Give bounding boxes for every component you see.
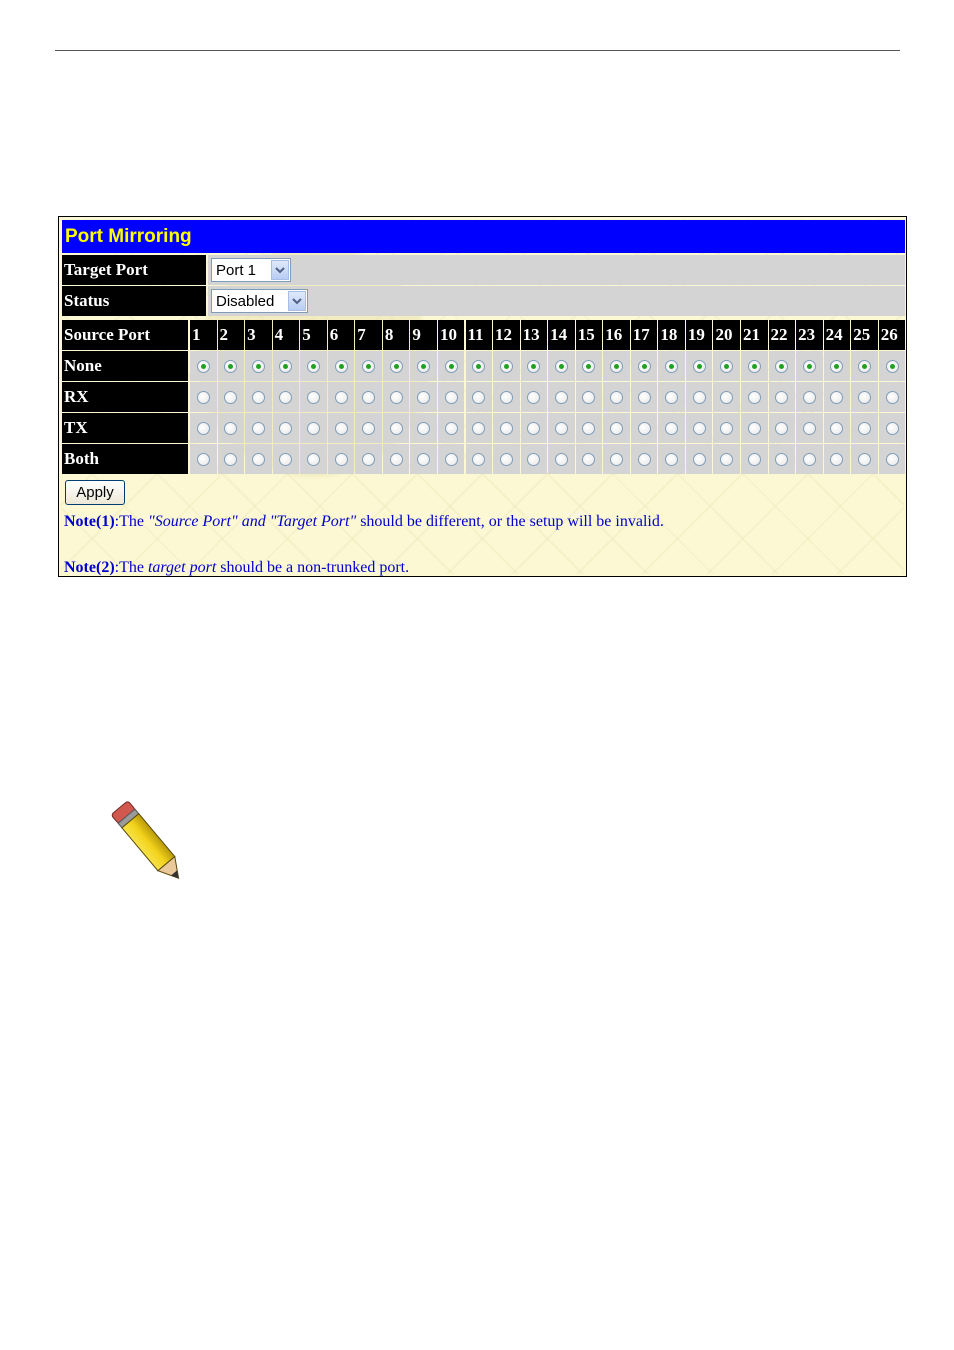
radio-cell (686, 351, 713, 381)
radio-cell (631, 351, 658, 381)
radio-cell (521, 382, 548, 412)
radio-none-port-10[interactable] (445, 360, 458, 373)
radio-cell (245, 444, 272, 474)
pencil-icon (108, 793, 190, 893)
radio-tx-port-20[interactable] (720, 422, 733, 435)
radio-rx-port-13[interactable] (527, 391, 540, 404)
radio-none-port-18[interactable] (665, 360, 678, 373)
radio-tx-port-5[interactable] (307, 422, 320, 435)
radio-cell (245, 382, 272, 412)
radio-rx-port-21[interactable] (748, 391, 761, 404)
status-label: Status (62, 286, 206, 316)
radio-rx-port-25[interactable] (858, 391, 871, 404)
radio-cell (824, 444, 851, 474)
radio-cell (273, 351, 300, 381)
radio-none-port-23[interactable] (803, 360, 816, 373)
radio-none-port-21[interactable] (748, 360, 761, 373)
radio-both-port-15[interactable] (582, 453, 595, 466)
radio-cell (851, 351, 878, 381)
radio-cell (410, 444, 437, 474)
radio-cell (328, 382, 355, 412)
radio-cell (245, 413, 272, 443)
status-row (208, 286, 905, 316)
radio-cell (631, 382, 658, 412)
port-header-2: 2 (218, 320, 245, 350)
radio-cell (824, 351, 851, 381)
port-header-25: 25 (851, 320, 878, 350)
radio-cell (300, 351, 327, 381)
radio-none-port-3[interactable] (252, 360, 265, 373)
radio-cell (190, 413, 217, 443)
radio-tx-port-23[interactable] (803, 422, 816, 435)
radio-both-port-2[interactable] (224, 453, 237, 466)
radio-cell (521, 444, 548, 474)
radio-cell (190, 351, 217, 381)
radio-tx-port-8[interactable] (390, 422, 403, 435)
radio-cell (824, 382, 851, 412)
apply-button[interactable]: Apply (65, 480, 125, 505)
note-2-text-a: :The (114, 559, 148, 576)
radio-cell (355, 413, 382, 443)
radio-rx-port-20[interactable] (720, 391, 733, 404)
note-1-text-a: :The (114, 513, 148, 530)
radio-tx-port-9[interactable] (417, 422, 430, 435)
radio-cell (521, 351, 548, 381)
radio-both-port-9[interactable] (417, 453, 430, 466)
radio-tx-port-15[interactable] (582, 422, 595, 435)
radio-tx-port-11[interactable] (472, 422, 485, 435)
radio-cell (466, 351, 493, 381)
radio-cell (273, 413, 300, 443)
radio-cell (713, 413, 740, 443)
radio-tx-port-19[interactable] (693, 422, 706, 435)
radio-both-port-16[interactable] (610, 453, 623, 466)
target-port-select[interactable] (211, 258, 291, 282)
radio-tx-port-1[interactable] (197, 422, 210, 435)
radio-tx-port-4[interactable] (279, 422, 292, 435)
port-header-7: 7 (355, 320, 382, 350)
radio-tx-port-2[interactable] (224, 422, 237, 435)
radio-cell (658, 382, 685, 412)
radio-rx-port-9[interactable] (417, 391, 430, 404)
radio-none-port-8[interactable] (390, 360, 403, 373)
radio-both-port-11[interactable] (472, 453, 485, 466)
radio-rx-port-4[interactable] (279, 391, 292, 404)
radio-cell (273, 444, 300, 474)
radio-both-port-7[interactable] (362, 453, 375, 466)
status-select[interactable] (211, 289, 308, 313)
radio-rx-port-6[interactable] (335, 391, 348, 404)
radio-cell (328, 413, 355, 443)
port-header-14: 14 (548, 320, 575, 350)
radio-cell (410, 382, 437, 412)
radio-cell (190, 444, 217, 474)
radio-cell (438, 413, 465, 443)
radio-cell (796, 413, 823, 443)
chevron-down-icon[interactable] (271, 260, 289, 280)
radio-none-port-22[interactable] (775, 360, 788, 373)
radio-rx-port-24[interactable] (830, 391, 843, 404)
radio-none-port-15[interactable] (582, 360, 595, 373)
port-header-20: 20 (713, 320, 740, 350)
port-header-19: 19 (686, 320, 713, 350)
radio-cell (576, 444, 603, 474)
note-2-prefix: Note(2) (64, 559, 115, 576)
radio-none-port-4[interactable] (279, 360, 292, 373)
radio-cell (521, 413, 548, 443)
radio-cell (603, 413, 630, 443)
radio-cell (190, 382, 217, 412)
radio-cell (658, 351, 685, 381)
radio-cell (438, 382, 465, 412)
note-1-text-b: "Source Port" and "Target Port" (147, 513, 357, 530)
radio-none-port-5[interactable] (307, 360, 320, 373)
radio-cell (741, 413, 768, 443)
radio-none-port-17[interactable] (638, 360, 651, 373)
radio-none-port-19[interactable] (693, 360, 706, 373)
status-value: Disabled (216, 292, 275, 310)
target-port-value: Port 1 (216, 261, 257, 279)
chevron-down-icon[interactable] (288, 291, 306, 311)
radio-cell (741, 382, 768, 412)
radio-cell (438, 351, 465, 381)
radio-both-port-18[interactable] (665, 453, 678, 466)
radio-cell (851, 444, 878, 474)
radio-cell (218, 351, 245, 381)
radio-none-port-14[interactable] (555, 360, 568, 373)
radio-both-port-12[interactable] (500, 453, 513, 466)
radio-cell (548, 444, 575, 474)
radio-tx-port-10[interactable] (445, 422, 458, 435)
radio-tx-port-25[interactable] (858, 422, 871, 435)
radio-cell (466, 444, 493, 474)
radio-rx-port-11[interactable] (472, 391, 485, 404)
radio-both-port-24[interactable] (830, 453, 843, 466)
radio-rx-port-14[interactable] (555, 391, 568, 404)
radio-cell (218, 413, 245, 443)
note-1 (64, 513, 664, 531)
radio-tx-port-6[interactable] (335, 422, 348, 435)
radio-cell (796, 444, 823, 474)
radio-cell (879, 444, 906, 474)
radio-cell (328, 351, 355, 381)
radio-rx-port-17[interactable] (638, 391, 651, 404)
radio-tx-port-22[interactable] (775, 422, 788, 435)
radio-none-port-16[interactable] (610, 360, 623, 373)
radio-rx-port-3[interactable] (252, 391, 265, 404)
radio-both-port-10[interactable] (445, 453, 458, 466)
radio-cell (383, 382, 410, 412)
radio-rx-port-12[interactable] (500, 391, 513, 404)
radio-rx-port-19[interactable] (693, 391, 706, 404)
radio-cell (466, 413, 493, 443)
radio-cell (548, 413, 575, 443)
radio-cell (383, 444, 410, 474)
radio-both-port-13[interactable] (527, 453, 540, 466)
radio-cell (576, 351, 603, 381)
radio-both-port-17[interactable] (638, 453, 651, 466)
radio-none-port-9[interactable] (417, 360, 430, 373)
radio-rx-port-10[interactable] (445, 391, 458, 404)
radio-cell (851, 382, 878, 412)
port-header-22: 22 (769, 320, 796, 350)
port-header-23: 23 (796, 320, 823, 350)
source-port-label: Source Port (62, 320, 188, 350)
radio-tx-port-26[interactable] (886, 422, 899, 435)
radio-cell (355, 444, 382, 474)
radio-cell (824, 413, 851, 443)
radio-none-port-7[interactable] (362, 360, 375, 373)
note-2-text-b: target port (147, 559, 217, 576)
radio-cell (493, 444, 520, 474)
radio-cell (300, 444, 327, 474)
radio-cell (686, 382, 713, 412)
note-2 (64, 559, 409, 577)
radio-cell (410, 351, 437, 381)
radio-tx-port-3[interactable] (252, 422, 265, 435)
radio-rx-port-16[interactable] (610, 391, 623, 404)
radio-cell (355, 351, 382, 381)
radio-tx-port-14[interactable] (555, 422, 568, 435)
radio-both-port-4[interactable] (279, 453, 292, 466)
radio-both-port-14[interactable] (555, 453, 568, 466)
radio-cell (383, 351, 410, 381)
radio-rx-port-1[interactable] (197, 391, 210, 404)
note-1-text-c: should be different, or the setup will be invalid. (356, 513, 664, 530)
port-header-15: 15 (576, 320, 603, 350)
radio-rx-port-22[interactable] (775, 391, 788, 404)
port-header-17: 17 (631, 320, 658, 350)
radio-tx-port-18[interactable] (665, 422, 678, 435)
radio-rx-port-8[interactable] (390, 391, 403, 404)
radio-cell (713, 444, 740, 474)
radio-both-port-8[interactable] (390, 453, 403, 466)
radio-cell (466, 382, 493, 412)
radio-both-port-26[interactable] (886, 453, 899, 466)
radio-cell (769, 382, 796, 412)
target-port-row (208, 255, 905, 285)
radio-none-port-24[interactable] (830, 360, 843, 373)
radio-rx-port-26[interactable] (886, 391, 899, 404)
target-port-label: Target Port (62, 255, 206, 285)
radio-cell (713, 382, 740, 412)
radio-both-port-6[interactable] (335, 453, 348, 466)
radio-cell (713, 351, 740, 381)
port-header-24: 24 (824, 320, 851, 350)
port-header-9: 9 (410, 320, 437, 350)
radio-tx-port-24[interactable] (830, 422, 843, 435)
radio-both-port-3[interactable] (252, 453, 265, 466)
radio-rx-port-7[interactable] (362, 391, 375, 404)
radio-cell (383, 413, 410, 443)
radio-cell (686, 413, 713, 443)
radio-cell (493, 413, 520, 443)
radio-cell (879, 413, 906, 443)
radio-cell (741, 444, 768, 474)
radio-cell (576, 413, 603, 443)
port-header-5: 5 (300, 320, 327, 350)
port-header-21: 21 (741, 320, 768, 350)
radio-none-port-6[interactable] (335, 360, 348, 373)
radio-cell (273, 382, 300, 412)
port-header-10: 10 (438, 320, 465, 350)
radio-cell (548, 351, 575, 381)
radio-none-port-12[interactable] (500, 360, 513, 373)
radio-tx-port-16[interactable] (610, 422, 623, 435)
radio-none-port-11[interactable] (472, 360, 485, 373)
row-label-both: Both (62, 444, 188, 474)
radio-cell (493, 351, 520, 381)
radio-cell (769, 413, 796, 443)
radio-cell (879, 382, 906, 412)
radio-cell (438, 444, 465, 474)
radio-tx-port-13[interactable] (527, 422, 540, 435)
radio-cell (300, 413, 327, 443)
radio-cell (410, 413, 437, 443)
radio-cell (769, 351, 796, 381)
row-label-tx: TX (62, 413, 188, 443)
radio-cell (548, 382, 575, 412)
radio-none-port-26[interactable] (886, 360, 899, 373)
row-label-none: None (62, 351, 188, 381)
radio-both-port-22[interactable] (775, 453, 788, 466)
radio-both-port-25[interactable] (858, 453, 871, 466)
radio-rx-port-23[interactable] (803, 391, 816, 404)
radio-cell (796, 382, 823, 412)
row-label-rx: RX (62, 382, 188, 412)
radio-cell (300, 382, 327, 412)
radio-cell (493, 382, 520, 412)
radio-cell (796, 351, 823, 381)
radio-cell (879, 351, 906, 381)
radio-tx-port-17[interactable] (638, 422, 651, 435)
radio-both-port-1[interactable] (197, 453, 210, 466)
port-header-3: 3 (245, 320, 272, 350)
radio-cell (576, 382, 603, 412)
radio-rx-port-2[interactable] (224, 391, 237, 404)
radio-rx-port-5[interactable] (307, 391, 320, 404)
radio-cell (631, 444, 658, 474)
radio-tx-port-7[interactable] (362, 422, 375, 435)
radio-cell (686, 444, 713, 474)
port-header-1: 1 (190, 320, 217, 350)
port-header-4: 4 (273, 320, 300, 350)
radio-cell (603, 444, 630, 474)
note-2-text-c: should be a non-trunked port. (216, 559, 410, 576)
radio-cell (631, 413, 658, 443)
radio-tx-port-21[interactable] (748, 422, 761, 435)
radio-both-port-20[interactable] (720, 453, 733, 466)
radio-none-port-20[interactable] (720, 360, 733, 373)
radio-cell (658, 444, 685, 474)
radio-tx-port-12[interactable] (500, 422, 513, 435)
radio-both-port-21[interactable] (748, 453, 761, 466)
port-header-12: 12 (493, 320, 520, 350)
radio-both-port-23[interactable] (803, 453, 816, 466)
radio-cell (328, 444, 355, 474)
page-header-rule (55, 50, 900, 51)
radio-cell (741, 351, 768, 381)
panel-title: Port Mirroring (62, 220, 905, 253)
radio-none-port-2[interactable] (224, 360, 237, 373)
radio-none-port-13[interactable] (527, 360, 540, 373)
radio-none-port-25[interactable] (858, 360, 871, 373)
port-header-13: 13 (521, 320, 548, 350)
radio-both-port-5[interactable] (307, 453, 320, 466)
radio-cell (245, 351, 272, 381)
port-header-18: 18 (658, 320, 685, 350)
port-header-16: 16 (603, 320, 630, 350)
radio-rx-port-15[interactable] (582, 391, 595, 404)
radio-both-port-19[interactable] (693, 453, 706, 466)
port-header-6: 6 (328, 320, 355, 350)
radio-cell (769, 444, 796, 474)
radio-cell (218, 382, 245, 412)
radio-cell (355, 382, 382, 412)
port-header-26: 26 (879, 320, 906, 350)
port-header-11: 11 (466, 320, 493, 350)
radio-cell (851, 413, 878, 443)
radio-none-port-1[interactable] (197, 360, 210, 373)
port-header-8: 8 (383, 320, 410, 350)
radio-cell (603, 382, 630, 412)
radio-cell (658, 413, 685, 443)
radio-rx-port-18[interactable] (665, 391, 678, 404)
note-1-prefix: Note(1) (64, 513, 115, 530)
radio-cell (218, 444, 245, 474)
radio-cell (603, 351, 630, 381)
port-mirroring-panel (58, 216, 907, 577)
